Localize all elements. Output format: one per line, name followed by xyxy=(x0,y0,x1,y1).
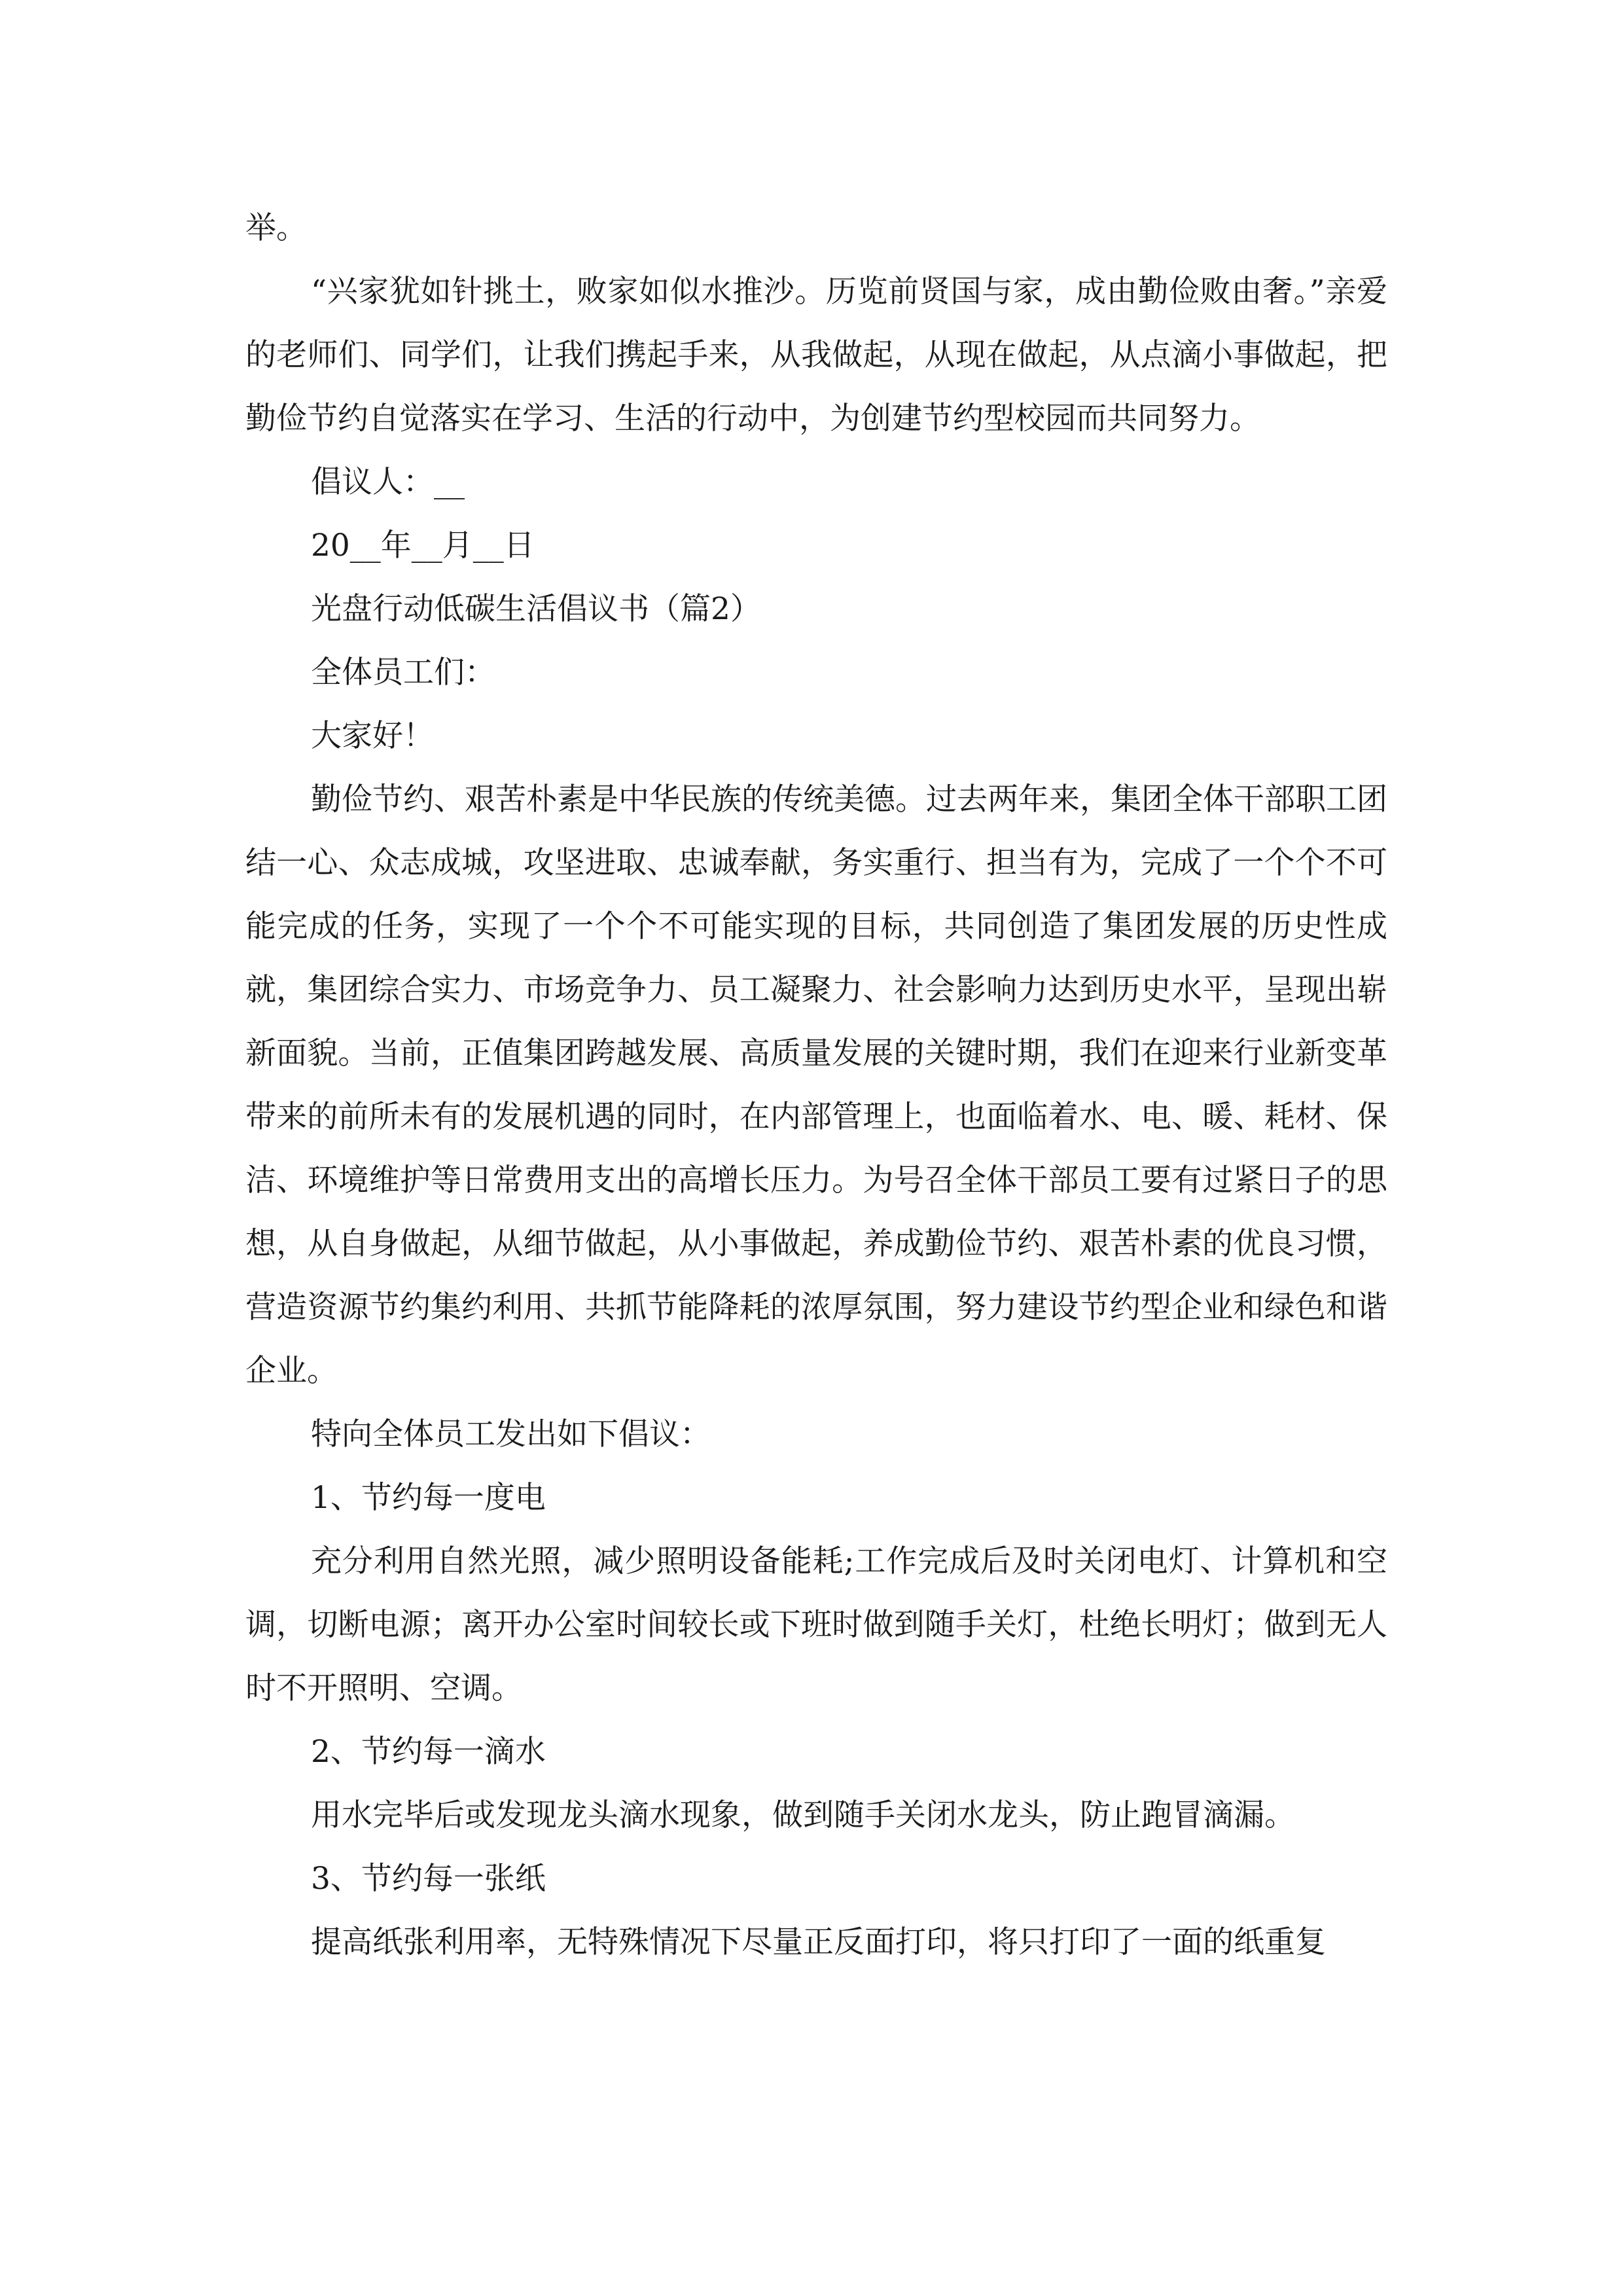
greeting: 大家好！ xyxy=(311,718,434,754)
paragraph-paper: 提高纸张利用率，无特殊情况下尽量正反面打印，将只打印了一面的纸重复 xyxy=(311,1924,1326,1960)
paragraph-background: 勤俭节约、艰苦朴素是中华民族的传统美德。过去两年来，集团全体干部职工团结一心、众志成城，攻坚进取、忠诚奉献，务实重行、担当有为，完成了一个个不可能完成的任务，实现了一个个不可能实现的目标，共同创造了集团发展的历史性成就，集团综合实力、市场竞争力、员工凝聚力、社会影响力达到历史水平，呈现出崭新面貌。当前，正值集团跨越发展、高质量发展的关键时期，我们在迎来行业新变革带来的前所未有的发展机遇的同时，在内部管理上，也面临着水、电、暖、耗材、保洁、环境维护等日常费用支出的高增长压力。为号召全体干部员工要有过紧日子的思想，从自身做起，从细节做起，从小事做起，养成勤俭节约、艰苦朴素的优良习惯，营造资源节约集约利用、共抓节能降耗的浓厚氛围，努力建设节约型企业和绿色和谐企业。 xyxy=(245,781,1387,1389)
proposal-intro: 特向全体员工发出如下倡议： xyxy=(311,1416,711,1452)
proposer-line: 倡议人：__ xyxy=(311,464,465,500)
paragraph-continuation: 举。 xyxy=(245,210,307,246)
paragraph-closing-appeal: “兴家犹如针挑土，败家如似水推沙。历览前贤国与家，成由勤俭败由奢。”亲爱的老师们、同学们，让我们携起手来，从我做起，从现在做起，从点滴小事做起，把勤俭节约自觉落实在学习、生活的行动中，为创建节约型校园而共同努力。 xyxy=(245,274,1387,437)
item-heading-electricity: 1、节约每一度电 xyxy=(311,1480,546,1516)
salutation: 全体员工们： xyxy=(311,655,495,691)
document-body xyxy=(245,196,1387,1974)
paragraph-electricity: 充分利用自然光照，减少照明设备能耗;工作完成后及时关闭电灯、计算机和空调，切断电源；离开办公室时间较长或下班时做到随手关灯，杜绝长明灯；做到无人时不开照明、空调。 xyxy=(245,1543,1387,1706)
paragraph-water: 用水完毕后或发现龙头滴水现象，做到随手关闭水龙头，防止跑冒滴漏。 xyxy=(311,1797,1295,1833)
item-heading-paper: 3、节约每一张纸 xyxy=(311,1861,546,1897)
item-heading-water: 2、节约每一滴水 xyxy=(311,1734,546,1770)
section-title: 光盘行动低碳生活倡议书（篇2） xyxy=(311,591,761,627)
date-line: 20__年__月__日 xyxy=(311,528,535,564)
